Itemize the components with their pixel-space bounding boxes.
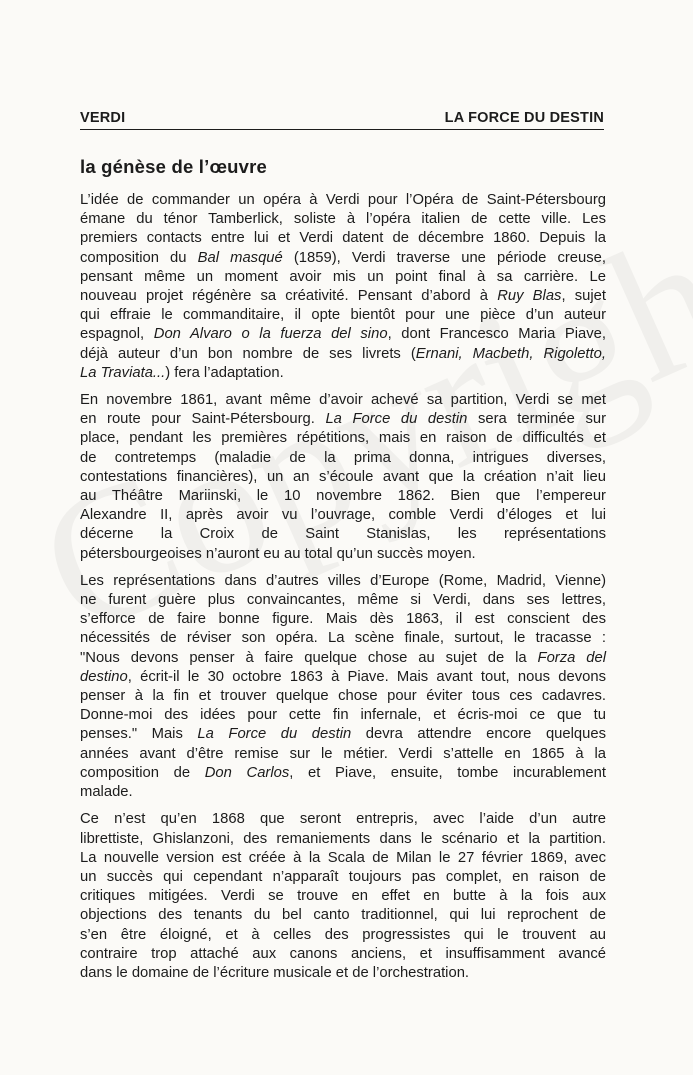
text-line: s’en être éloigné, et à celles des progressistes qui le trouvent au xyxy=(80,926,606,943)
paragraph-3 xyxy=(80,572,606,802)
text-line: premiers contacts entre lui et Verdi datent de décembre 1860. Depuis la xyxy=(80,230,606,247)
text-line: décerne la Croix de Saint Stanislas, les représentations xyxy=(80,526,606,543)
header-composer: VERDI xyxy=(80,110,126,126)
body-text xyxy=(80,191,606,991)
text-line: La nouvelle version est créée à la Scala de Milan le 27 février 1869, avec xyxy=(80,849,606,866)
text-line: malade. xyxy=(80,784,133,801)
text-line: destino, écrit-il le 30 octobre 1863 à Piave. Mais avant tout, nous devons xyxy=(80,668,606,685)
text-line: émane du ténor Tamberlick, soliste à l’opéra italien de cette ville. Les xyxy=(80,211,606,228)
text-line: années avant d’être remise sur le métier. Verdi s’attelle en 1865 à la xyxy=(80,745,606,762)
text-line: penses." Mais La Force du destin devra attendre encore quelques xyxy=(80,726,607,743)
text-line: "Nous devons penser à faire quelque chose au sujet de la Forza del xyxy=(80,649,607,666)
text-line: qui effraie le commanditaire, il opte bientôt pour une pièce d’un auteur xyxy=(80,307,606,324)
text-line: dans le domaine de l’écriture musicale et de l’orchestration. xyxy=(80,964,470,981)
text-line: ne furent guère plus convaincantes, même si Verdi, dans ses lettres, xyxy=(80,592,606,609)
paragraph-2 xyxy=(80,391,606,564)
text-line: En novembre 1861, avant même d’avoir achevé sa partition, Verdi se met xyxy=(80,392,606,409)
text-line: contestations financières), un an s’écoule avant que la création n’ait lieu xyxy=(80,468,606,485)
text-line: Ce n’est qu’en 1868 que seront entrepris, avec l’aide d’un autre xyxy=(80,811,606,828)
text-line: déjà auteur d’un bon nombre de ses livrets (Ernani, Macbeth, Rigoletto, xyxy=(80,345,606,362)
paragraph-4 xyxy=(80,810,606,983)
text-line: Donne-moi des idées pour cette fin infernale, et écris-moi ce que tu xyxy=(80,707,606,724)
text-line: un succès qui cependant n’apparaît toujours pas complet, en raison de xyxy=(80,868,606,885)
text-line: critiques mitigées. Verdi se trouve en effet en butte à la fois aux xyxy=(80,888,606,905)
text-line: objections des tenants du bel canto traditionnel, qui lui reprochent de xyxy=(80,907,606,924)
text-line: de contretemps (maladie de la prima donna, intrigues diverses, xyxy=(80,449,606,466)
text-line: place, pendant les premières répétitions, mais en raison de difficultés et xyxy=(80,430,606,447)
text-line: en route pour Saint-Pétersbourg. La Force du destin sera terminée sur xyxy=(80,411,607,428)
text-line: Alexandre II, après avoir vu l’ouvrage, comble Verdi d’éloges et lui xyxy=(80,507,606,524)
text-line: contraire trop attaché aux canons anciens, et insuffisamment avancé xyxy=(80,945,606,962)
text-line: Les représentations dans d’autres villes d’Europe (Rome, Madrid, Vienne) xyxy=(80,572,606,589)
text-line: composition du Bal masqué (1859), Verdi traverse une période creuse, xyxy=(80,249,607,266)
text-line: espagnol, Don Alvaro o la fuerza del sino, dont Francesco Maria Piave, xyxy=(80,326,607,343)
running-header xyxy=(80,110,604,130)
paragraph-1 xyxy=(80,191,606,383)
section-title: la génèse de l’œuvre xyxy=(80,156,268,177)
text-line: au Théâtre Mariinski, le 10 novembre 1862. Bien que l’empereur xyxy=(80,488,606,505)
text-line: s’efforce de faire bonne figure. Mais dès 1863, il est conscient des xyxy=(80,611,606,628)
text-line: nécessités de réviser son opéra. La scène finale, surtout, le tracasse : xyxy=(80,630,606,647)
header-work-title: LA FORCE DU DESTIN xyxy=(444,110,604,126)
text-line: librettiste, Ghislanzoni, des remaniements dans le scénario et la partition. xyxy=(80,830,606,847)
text-line: composition de Don Carlos, et Piave, ensuite, tombe incurablement xyxy=(80,764,607,781)
text-line: penser à la fin et trouver quelque chose pour éviter tous ces cadavres. xyxy=(80,688,606,705)
text-line: nouveau projet régénère sa créativité. Pensant d’abord à Ruy Blas, sujet xyxy=(80,288,606,305)
text-line: L’idée de commander un opéra à Verdi pour l’Opéra de Saint-Pétersbourg xyxy=(80,192,606,208)
text-line: pétersbourgeoises n’auront eu au total qu’un succès moyen. xyxy=(80,545,476,562)
text-line: pensant même un moment avoir mis un point final à sa carrière. Le xyxy=(80,268,606,285)
text-line: La Traviata...) fera l’adaptation. xyxy=(80,364,284,381)
